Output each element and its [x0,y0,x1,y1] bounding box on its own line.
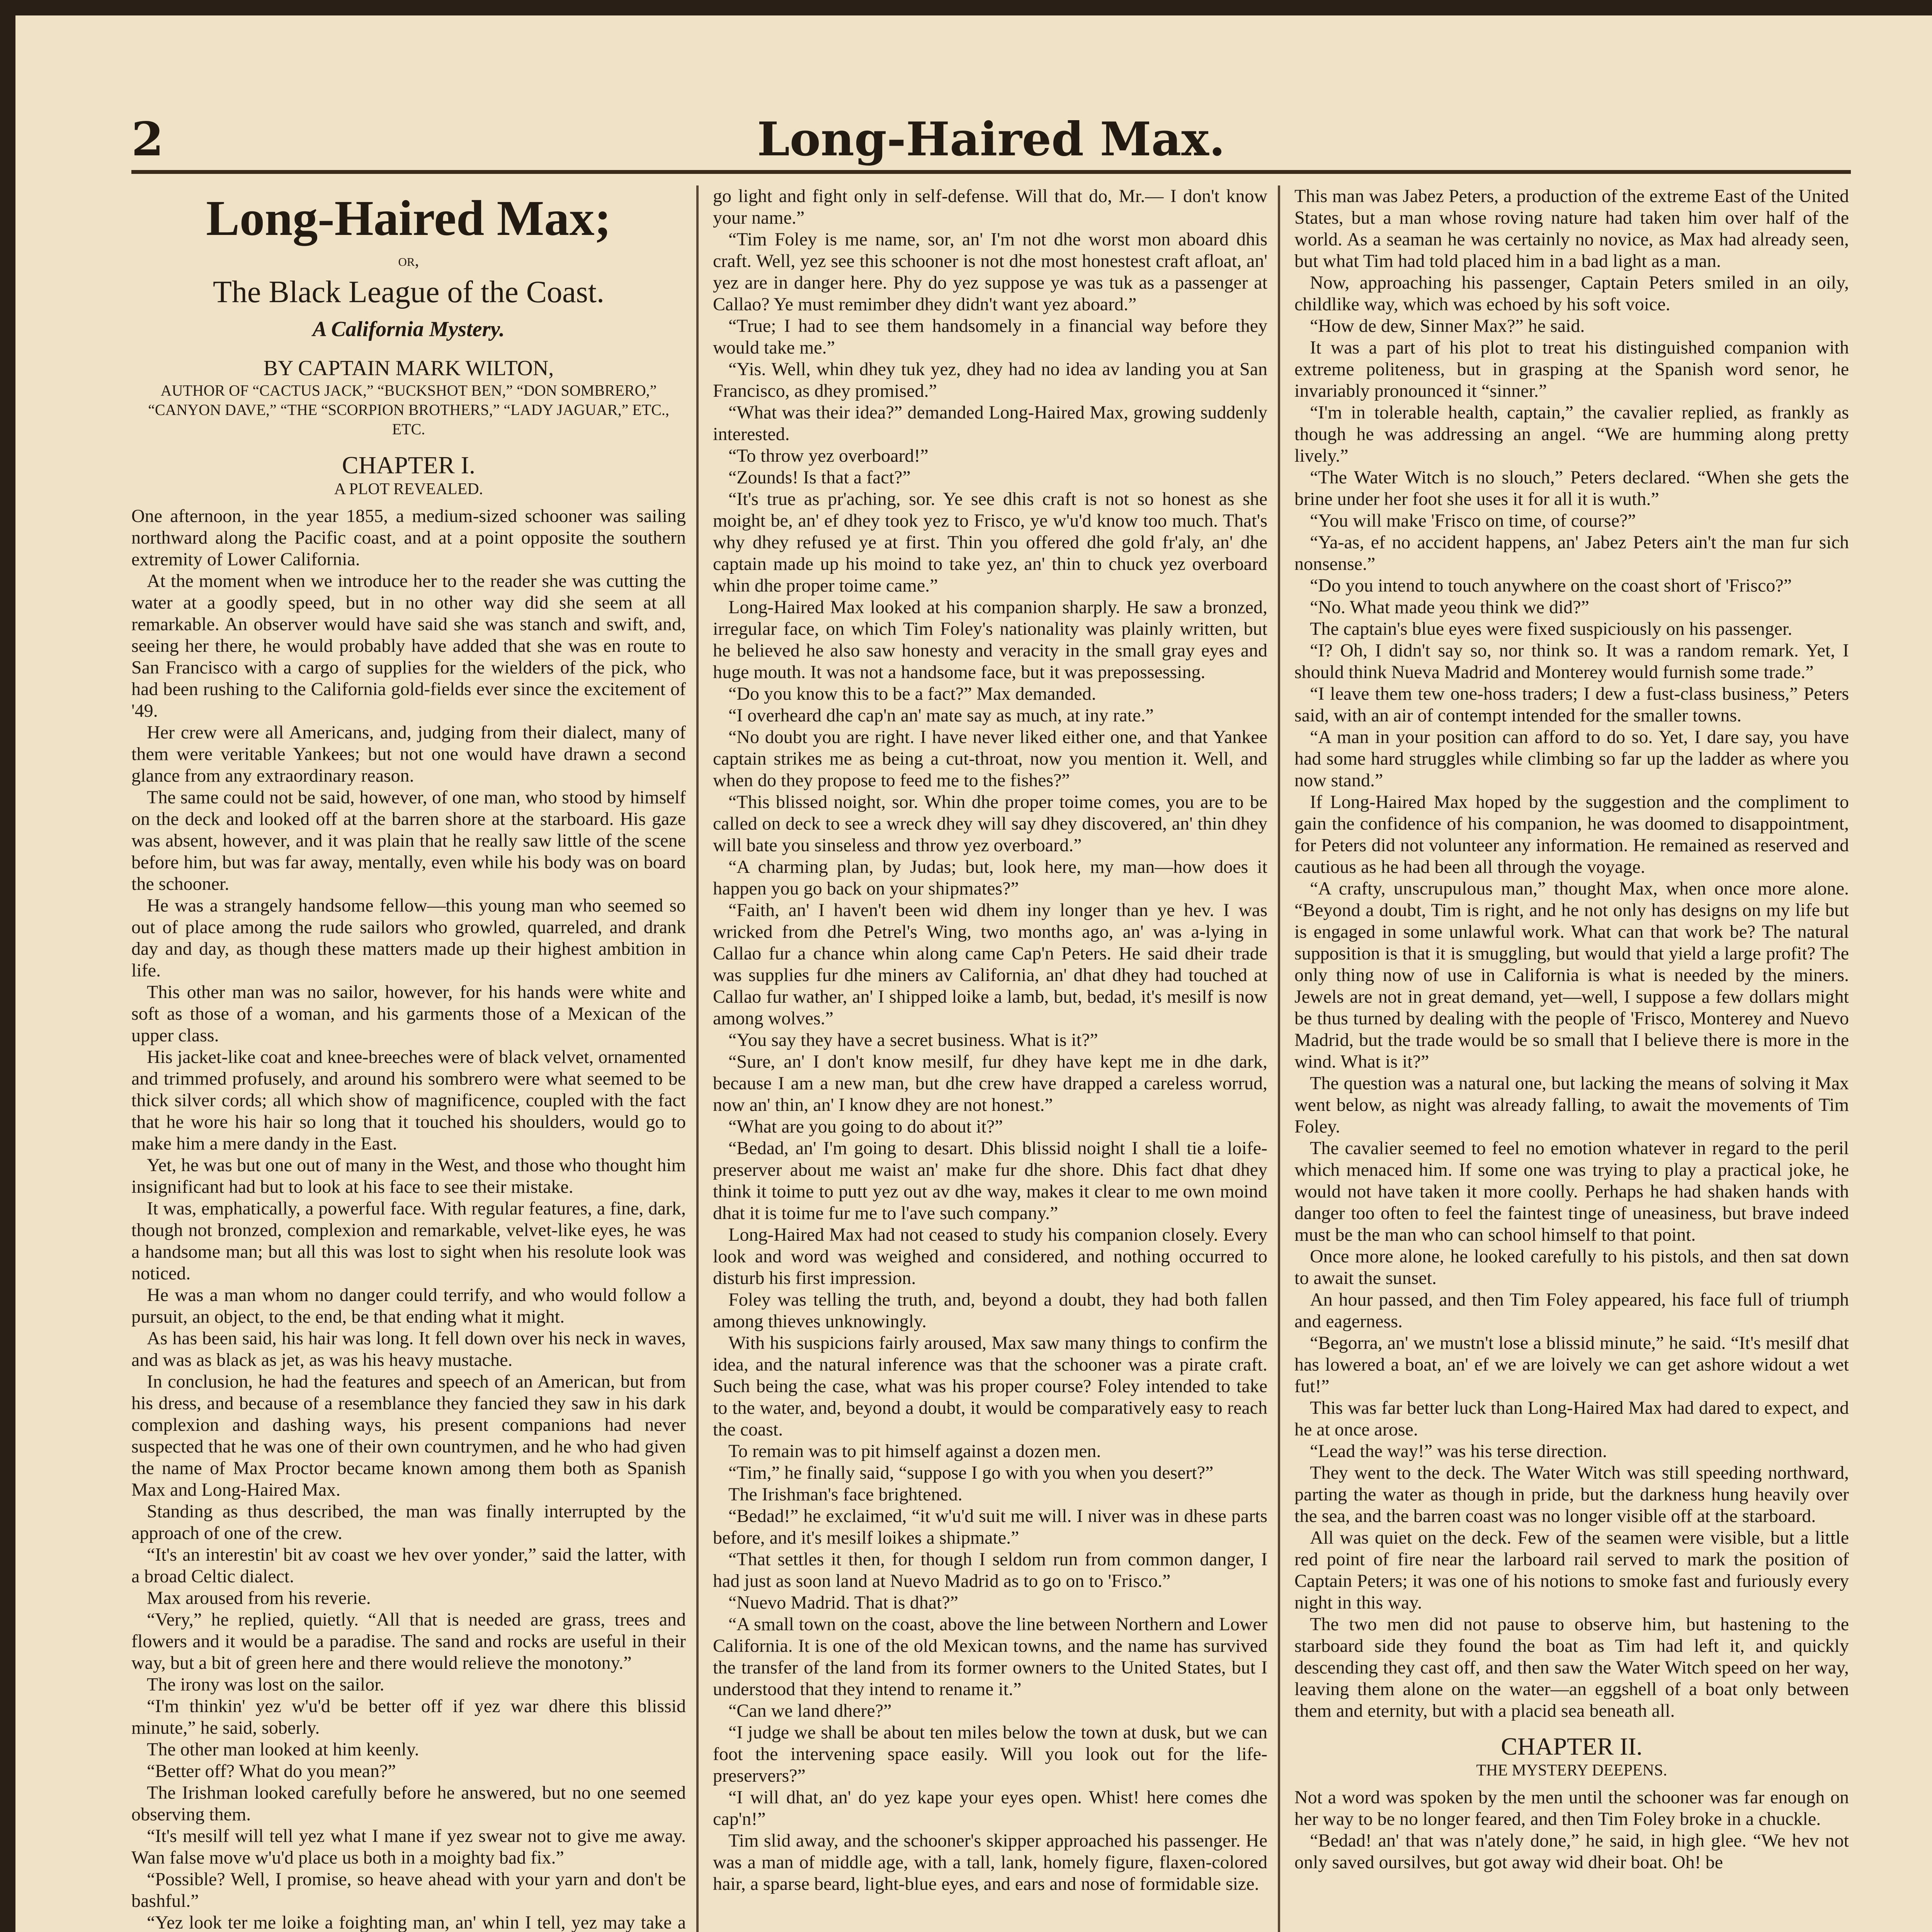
paragraph: With his suspicions fairly aroused, Max saw many things to confirm the idea, and the natural inference was that the schooner was a pirate craft. Such being the case, what was his proper course? Foley intended to take to the water, and, beyond a doubt, it would be comparatively easy to reach the coast. [713,1333,1267,1440]
paragraph: “This blissed noight, sor. Whin dhe proper toime comes, you are to be called on deck to see a wreck dhey will say dhey discovered, an' thin dhey will bate you sinseless and throw yez overboard.” [713,792,1267,855]
page-number: 2 [131,112,164,167]
paragraph: “I will dhat, an' do yez kape your eyes open. Whist! here comes dhe cap'n!” [713,1787,1267,1829]
paragraph: “Tim,” he finally said, “suppose I go with you when you desert?” [728,1463,1214,1483]
paragraph: “I overheard dhe cap'n an' mate say as much, at iny rate.” [728,705,1154,726]
paragraph: “How de dew, Sinner Max?” he said. [1310,316,1585,336]
paragraph: go light and fight only in self-defense. Will that do, Mr.— I don't know your name.” [713,186,1267,228]
paragraph: The Irishman's face brightened. [728,1484,963,1505]
paragraph: “What was their idea?” demanded Long-Haired Max, growing suddenly interested. [713,402,1267,444]
paragraph: It was, emphatically, a powerful face. With regular features, a fine, dark, though not bronzed, complexion and remarkable, velvet-like eyes, he was a handsome man; but all this was lost to sight when his resolute look was noticed. [131,1198,686,1284]
paragraph: The other man looked at him keenly. [147,1739,419,1760]
paragraph: One afternoon, in the year 1855, a medium-sized schooner was sailing northward along the Pacific coast, and at a point opposite the southern extremity of Lower California. [131,506,686,570]
paragraph: As has been said, his hair was long. It fell down over his neck in waves, and was as black as jet, as was his heavy mustache. [131,1328,686,1370]
column-rule [1278,185,1280,1932]
paragraph: Yet, he was but one out of many in the West, and those who thought him insignificant had but to look at his face to see their mistake. [131,1155,686,1197]
paragraph: It was a part of his plot to treat his distinguished companion with extreme politeness, but in grasping at the Spanish word senor, he invariably pronounced it “sinner.” [1294,337,1849,401]
paragraph: “Do you intend to touch anywhere on the coast short of 'Frisco?” [1310,575,1792,596]
column-rule [696,185,699,1932]
paragraph: “A small town on the coast, above the line between Northern and Lower California. It is one of the old Mexican towns, and the name has survived the transfer of the land from its former owners to the United States, but I understood that they intend to rename it.” [713,1614,1267,1699]
paragraph: Not a word was spoken by the men until the schooner was far enough on her way to be no longer feared, and then Tim Foley broke in a chuckle. [1294,1787,1849,1829]
paragraph: Her crew were all Americans, and, judging from their dialect, many of them were veritable Yankees; but not one would have drawn a second glance from any extraordinary reason. [131,722,686,786]
paragraph: Long-Haired Max had not ceased to study his companion closely. Every look and word was weighed and considered, and nothing occurred to disturb his first impression. [713,1225,1267,1288]
paragraph: “Tim Foley is me name, sor, an' I'm not dhe worst mon aboard dhis craft. Well, yez see this schooner is not dhe most honestest craft afloat, an' yez are in danger here. Phy do yez suppose ye was tuk as a passenger at Callao? Ye must remimber dhey didn't want yez aboard.” [713,229,1267,315]
paragraph: Max aroused from his reverie. [147,1588,371,1608]
column-1-body [131,505,686,1932]
paragraph: “Zounds! Is that a fact?” [728,467,911,488]
paragraph: “I'm thinkin' yez w'u'd be better off if yez war dhere this blissid minute,” he said, soberly. [131,1696,686,1738]
paragraph: “I'm in tolerable health, captain,” the cavalier replied, as frankly as though he was addressing an angel. “We are humming along pretty lively.” [1294,402,1849,466]
paragraph: The same could not be said, however, of one man, who stood by himself on the deck and looked off at the barren shore at the starboard. His gaze was absent, however, and it was plain that he really saw little of the scene before him, but was far away, mentally, even while his body was on board the schooner. [131,787,686,894]
paragraph: “To throw yez overboard!” [728,446,929,466]
paragraph: He was a strangely handsome fellow—this young man who seemed so out of place among the rude sailors who growled, quarreled, and drank day and day, as though these matters made up their highest ambition in life. [131,895,686,981]
paragraph: “Yis. Well, whin dhey tuk yez, dhey had no idea av landing you at San Francisco, as dhey promised.” [713,359,1267,401]
paragraph: “I leave them tew one-hoss traders; I dew a fust-class business,” Peters said, with an air of contempt intended for the smaller towns. [1294,684,1849,726]
paragraph: “The Water Witch is no slouch,” Peters declared. “When she gets the brine under her foot she uses it for all it is wuth.” [1294,467,1849,509]
paragraph: An hour passed, and then Tim Foley appeared, his face full of triumph and eagerness. [1294,1289,1849,1332]
paragraph: “You say they have a secret business. What is it?” [728,1030,1098,1050]
paragraph: Standing as thus described, the man was finally interrupted by the approach of one of the crew. [131,1501,686,1543]
paragraph: He was a man whom no danger could terrify, and who would follow a pursuit, an object, to the end, be that ending what it might. [131,1285,686,1327]
paragraph: Once more alone, he looked carefully to his pistols, and then sat down to await the sunset. [1294,1246,1849,1288]
paragraph: “Bedad! an' that was n'ately done,” he said, in high glee. “We hev not only saved oursilves, but got away wid dheir boat. Oh! be [1294,1830,1849,1872]
paragraph: The irony was lost on the sailor. [147,1674,384,1695]
paragraph: Now, approaching his passenger, Captain Peters smiled in an oily, childlike way, which was echoed by his soft voice. [1294,272,1849,315]
paragraph: “Bedad, an' I'm going to desart. Dhis blissid noight I shall tie a loife-preserver about me waist an' make fur dhe shore. Dhis fact dhat dhey think it toime to putt yez out av dhe way, makes it clear to me own moind dhat it is toime fur me to l'ave such company.” [713,1138,1267,1223]
paragraph: His jacket-like coat and knee-breeches were of black velvet, ornamented and trimmed profusely, and around his sombrero were what seemed to be thick silver cords; all which show of magnificence, coupled with the fact that he wore his hair so long that it touched his shoulders, would go to make him a mere dandy in the East. [131,1047,686,1154]
paragraph: “No doubt you are right. I have never liked either one, and that Yankee captain strikes me as being a cut-throat, now you mention it. Well, and when do they propose to feed me to the fishes?” [713,727,1267,791]
paragraph: This man was Jabez Peters, a production of the extreme East of the United States, but a man whose roving nature had taken him over half of the world. As a seaman he was certainly no novice, as Max had already seen, but what Tim had told placed him in a bad light as a man. [1294,186,1849,271]
story-tagline: A California Mystery. [312,317,505,341]
paragraph: “Can we land dhere?” [728,1701,892,1721]
author-byline: BY CAPTAIN MARK WILTON, [263,356,554,380]
paragraph: The captain's blue eyes were fixed suspiciously on his passenger. [1310,619,1793,639]
paragraph: This other man was no sailor, however, for his hands were white and soft as those of a woman, and his garments those of a Mexican of the upper class. [131,982,686,1046]
chapter-heading: CHAPTER I. [342,451,475,479]
paragraph: “True; I had to see them handsomely in a financial way before they would take me.” [713,316,1267,358]
paragraph: The Irishman looked carefully before he answered, but no one seemed observing them. [131,1782,686,1825]
paragraph: “What are you going to do about it?” [728,1116,1003,1137]
paragraph: “Do you know this to be a fact?” Max demanded. [728,684,1096,704]
paragraph: “Yez look ter me loike a foighting man, an' whin I tell, yez may take a [147,1912,686,1932]
chapter-subheading: THE MYSTERY DEEPENS. [1476,1762,1667,1779]
paragraph: “No. What made yeou think we did?” [1310,597,1589,617]
paragraph: “A charming plan, by Judas; but, look here, my man—how does it happen you go back on your shipmates?” [713,857,1267,899]
column-3-body [1294,185,1849,1722]
paragraph: “A man in your position can afford to do so. Yet, I dare say, you have had some hard struggles while climbing so far up the ladder as where you now stand.” [1294,727,1849,791]
paragraph: “Bedad!” he exclaimed, “it w'u'd suit me will. I niver was in dhese parts before, and it's mesilf loikes a shipmate.” [713,1506,1267,1548]
paragraph: “It's true as pr'aching, sor. Ye see dhis craft is not so honest as she moight be, an' ef dhey took yez to Frisco, ye w'u'd know too much. That's why dhey refused ye at first. Thin you offered dhe gold fr'aly, an' dhe captain made up his moind to take yez, an' thin to chuck yez overboard whin dhe proper toime came.” [713,489,1267,596]
paragraph: “You will make 'Frisco on time, of course?” [1310,510,1636,531]
paragraph: Tim slid away, and the schooner's skipper approached his passenger. He was a man of middle age, with a tall, lank, homely figure, flaxen-colored hair, a sparse beard, light-blue eyes, and ears and nose of formidable size. [713,1830,1267,1894]
paragraph: At the moment when we introduce her to the reader she was cutting the water at a goodly speed, but in no other way did she seem at all remarkable. An observer would have said she was stanch and swift, and, seeing her there, he would probably have added that she was en route to San Francisco with a cargo of supplies for the wielders of the pick, who had been rushing to the California gold-fields ever since the excitement of '49. [131,571,686,721]
paragraph: If Long-Haired Max hoped by the suggestion and the compliment to gain the confidence of his companion, he was doomed to disappointment, for Peters did not volunteer any information. He remained as reserved and cautious as he had been all through the voyage. [1294,792,1849,877]
paragraph: “Better off? What do you mean?” [147,1761,396,1781]
column-2 [713,185,1267,1932]
paragraph: Foley was telling the truth, and, beyond a doubt, they had both fallen among thieves unknowingly. [713,1289,1267,1332]
paragraph: The question was a natural one, but lacking the means of solving it Max went below, as night was already falling, to await the movements of Tim Foley. [1294,1073,1849,1137]
paragraph: Long-Haired Max looked at his companion sharply. He saw a bronzed, irregular face, on which Tim Foley's nationality was plainly written, but he believed he also saw honesty and veracity in the small gray eyes and huge mouth. It was not a handsome face, but it was prepossessing. [713,597,1267,682]
paragraph: “Lead the way!” was his terse direction. [1310,1441,1607,1461]
chapter-heading: CHAPTER II. [1501,1733,1643,1760]
paragraph: “Sure, an' I don't know mesilf, fur dhey have kept me in dhe dark, because I am a new man, but dhe crew have drapped a careless worrud, now an' thin, an' I know dhey are not honest.” [713,1051,1267,1115]
paragraph: “I? Oh, I didn't say so, nor think so. It was a random remark. Yet, I should think Nueva Madrid and Monterey would furnish some trade.” [1294,640,1849,682]
newspaper-page [15,15,1932,1932]
column-1 [131,185,686,1932]
paragraph: “Begorra, an' we mustn't lose a blissid minute,” he said. “It's mesilf dhat has lowered a boat, an' ef we are loively we can get ashore widout a wet fut!” [1294,1333,1849,1396]
chapter-subheading: A PLOT REVEALED. [334,480,483,498]
paragraph: “Faith, an' I haven't been wid dhem iny longer than ye hev. I was wricked from dhe Petrel's Wing, two months ago, an' was a-lying in Callao fur a chance whin along came Cap'n Peters. He said dheir trade was supplies fur dhe miners av California, an' dhat dhey had touched at Callao fur wather, an' I shipped loike a lamb, but, bedad, it's mesilf is now among wolves.” [713,900,1267,1029]
paragraph: To remain was to pit himself against a dozen men. [728,1441,1101,1461]
column-3 [1294,185,1849,1932]
author-credits: AUTHOR OF “CACTUS JACK,” “BUCKSHOT BEN,” “DON SOMBRERO,” “CANYON DAVE,” “THE “SCORPION BROTHERS,” “LADY JAGUAR,” ETC., ETC. [148,382,669,438]
paragraph: “That settles it then, for though I seldom run from common danger, I had just as soon land at Nuevo Madrid as to go on to 'Frisco.” [713,1549,1267,1591]
story-title: Long-Haired Max; [206,190,611,246]
paragraph: “It's mesilf will tell yez what I mane if yez swear not to give me away. Wan false move w'u'd place us both in a moighty bad fix.” [131,1826,686,1868]
paragraph: “Nuevo Madrid. That is dhat?” [728,1592,958,1613]
paragraph: The cavalier seemed to feel no emotion whatever in regard to the peril which menaced him. If some one was trying to play a practical joke, he would not have taken it more coolly. Perhaps he had shaken hands with danger too often to feel the faintest tinge of uneasiness, but brave indeed must be the man who can school himself to that point. [1294,1138,1849,1245]
running-title: Long-Haired Max. [757,112,1225,167]
paragraph: They went to the deck. The Water Witch was still speeding northward, parting the water as though in pride, but the darkness hung heavily over the sea, and the barren coast was no longer visible off at the starboard. [1294,1463,1849,1526]
title-connector: or, [398,251,419,270]
paragraph: In conclusion, he had the features and speech of an American, but from his dress, and because of a resemblance they fancied they saw in his dark complexion and dashing ways, his present companions had never suspected that he was one of their own countrymen, and he who had given the name of Max Proctor became known among them both as Spanish Max and Long-Haired Max. [131,1371,686,1500]
column-3-body-continued [1294,1787,1849,1873]
running-header [131,112,1851,174]
paragraph: This was far better luck than Long-Haired Max had dared to expect, and he at once arose. [1294,1398,1849,1440]
paragraph: “Very,” he replied, quietly. “All that is needed are grass, trees and flowers and it would be a paradise. The sand and rocks are useful in their way, but a bit of green here and there would relieve the monotony.” [131,1609,686,1673]
paragraph: “Possible? Well, I promise, so heave ahead with your yarn and don't be bashful.” [131,1869,686,1911]
story-subtitle: The Black League of the Coast. [213,275,604,309]
paragraph: “I judge we shall be about ten miles below the town at dusk, but we can foot the intervening space easily. Will you look out for the life-preservers?” [713,1722,1267,1786]
paragraph: “It's an interestin' bit av coast we hev over yonder,” said the latter, with a broad Celtic dialect. [131,1544,686,1587]
paragraph: “Ya-as, ef no accident happens, an' Jabez Peters ain't the man fur sich nonsense.” [1294,532,1849,574]
paragraph: “A crafty, unscrupulous man,” thought Max, when once more alone. “Beyond a doubt, Tim is right, and he not only has designs on my life but is engaged in some unlawful work. What can that work be? The natural supposition is that it is smuggling, but would that yield a large profit? The only thing now of use in California is what is needed by the miners. Jewels are not in great demand, yet—well, I suppose a few dollars might be thus turned by dealing with the people of 'Frisco, Monterey and Nuevo Madrid, but the trade would be so small that I believe there is more in the wind. What is it?” [1294,878,1849,1072]
paragraph: All was quiet on the deck. Few of the seamen were visible, but a little red point of fire near the larboard rail served to mark the position of Captain Peters; it was one of his notions to smoke fast and furiously every night in this way. [1294,1527,1849,1613]
paragraph: The two men did not pause to observe him, but hastening to the starboard side they found the boat as Tim had left it, and quickly descending they cast off, and then saw the Water Witch speed on her way, leaving them alone on the water—an eggshell of a boat only between them and eternity, but with a placid sea beneath all. [1294,1614,1849,1721]
text-columns [131,185,1851,1932]
column-2-body [713,185,1267,1895]
